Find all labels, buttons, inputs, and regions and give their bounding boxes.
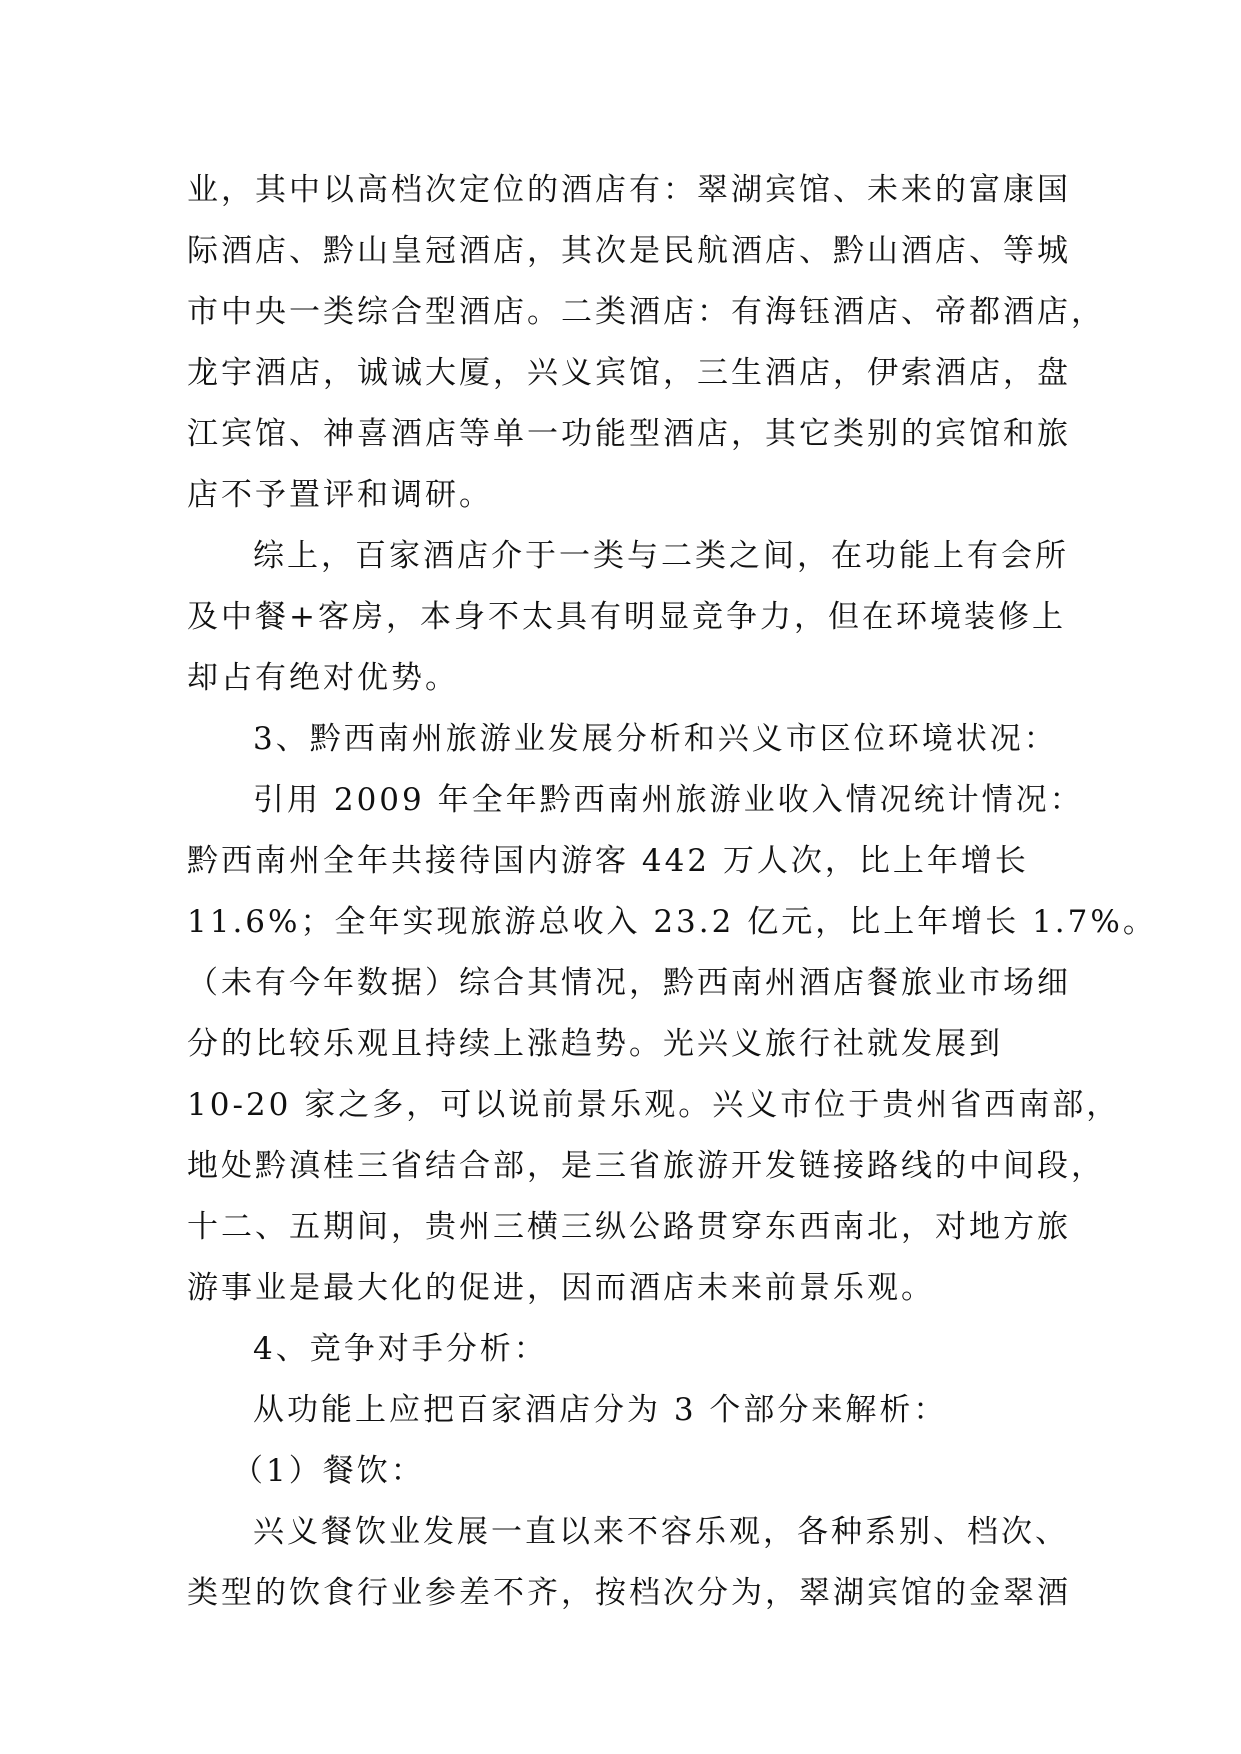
text-line: 市中央一类综合型酒店。二类酒店：有海钰酒店、帝都酒店， <box>187 294 1105 330</box>
text-line: （未有今年数据）综合其情况，黔西南州酒店餐旅业市场细 <box>187 965 1071 1001</box>
text-line: 十二、五期间，贵州三横三纵公路贯穿东西南北，对地方旅 <box>187 1209 1071 1245</box>
section-heading: 3、黔西南州旅游业发展分析和兴义市区位环境状况： <box>253 721 1058 757</box>
subsection-heading: （1）餐饮： <box>232 1453 425 1489</box>
paragraph-start-line: 综上，百家酒店介于一类与二类之间，在功能上有会所 <box>253 538 1069 574</box>
text-line: 龙宇酒店，诚诚大厦，兴义宾馆，三生酒店，伊索酒店，盘 <box>187 355 1071 391</box>
text-line: 分的比较乐观且持续上涨趋势。光兴义旅行社就发展到 <box>187 1026 1003 1062</box>
paragraph-start-line: 兴义餐饮业发展一直以来不容乐观，各种系别、档次、 <box>253 1514 1069 1550</box>
text-line: 江宾馆、神喜酒店等单一功能型酒店，其它类别的宾馆和旅 <box>187 416 1071 452</box>
section-heading: 4、竞争对手分析： <box>253 1331 548 1367</box>
paragraph-start-line: 引用 2009 年全年黔西南州旅游业收入情况统计情况： <box>253 782 1084 818</box>
text-line: 却占有绝对优势。 <box>187 660 459 696</box>
text-line: 业，其中以高档次定位的酒店有：翠湖宾馆、未来的富康国 <box>187 172 1071 208</box>
text-line: 类型的饮食行业参差不齐，按档次分为，翠湖宾馆的金翠酒 <box>187 1575 1071 1611</box>
text-line: 地处黔滇桂三省结合部，是三省旅游开发链接路线的中间段， <box>187 1148 1105 1184</box>
text-line: 店不予置评和调研。 <box>187 477 493 513</box>
text-line: 及中餐+客房，本身不太具有明显竞争力，但在环境装修上 <box>187 599 1066 635</box>
text-line: 11.6%；全年实现旅游总收入 23.2 亿元，比上年增长 1.7%。 <box>187 904 1157 940</box>
text-line: 游事业是最大化的促进，因而酒店未来前景乐观。 <box>187 1270 935 1306</box>
document-body <box>187 160 1157 1624</box>
text-line: 黔西南州全年共接待国内游客 442 万人次，比上年增长 <box>187 843 1029 879</box>
text-line: 10-20 家之多，可以说前景乐观。兴义市位于贵州省西南部， <box>187 1087 1121 1123</box>
text-line: 际酒店、黔山皇冠酒店，其次是民航酒店、黔山酒店、等城 <box>187 233 1071 269</box>
paragraph-start-line: 从功能上应把百家酒店分为 3 个部分来解析： <box>253 1392 948 1428</box>
